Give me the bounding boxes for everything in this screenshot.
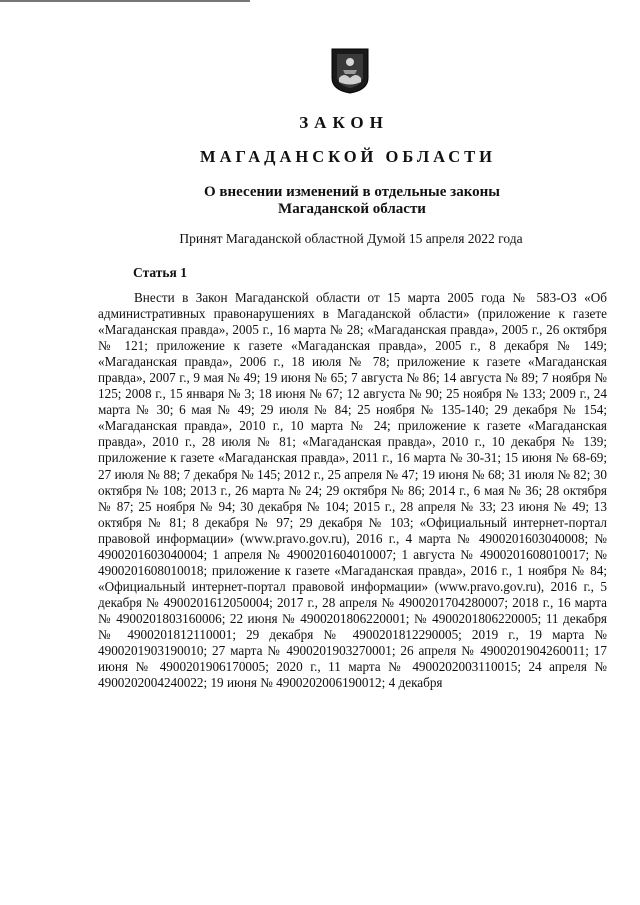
adoption-note: Принят Магаданской областной Думой 15 апреля 2022 года: [179, 231, 523, 246]
law-title: ЗАКОН: [299, 113, 389, 132]
article-body-text: Внести в Закон Магаданской области от 15 марта 2005 года № 583-ОЗ «Об административных правонарушениях в Магаданской области» (приложение к газете «Магаданская правда», 2005 г., 16 марта № 28; «Магаданская правда», 2005 г., 26 октября № 121; приложение к газете «Магаданская правда», 2005 г., 8 декабря № 149; «Магаданская правда», 2006 г., 18 июля № 78; приложение к газете «Магаданская правда», 2007 г., 9 мая № 49; 19 июня № 65; 7 августа № 86; 14 августа № 89; 7 ноября № 125; 2008 г., 15 января № 3; 18 июня № 67; 12 августа № 90; 25 ноября № 133; 2009 г., 24 марта № 30; 6 мая № 49; 29 июля № 84; 25 ноября № 135-140; 29 декабря № 154; «Магаданская правда», 2010 г., 10 марта № 24; приложение к газете «Магаданская правда», 2010 г., 28 июля № 81; «Магаданская правда», 2010 г., 10 декабря № 139; приложение к газете «Магаданская правда», 2011 г., 16 марта № 30-31; 15 июня № 68-69; 27 июля № 88; 7 декабря № 145; 2012 г., 25 апреля № 47; 19 июня № 68; 31 июля № 82; 30 октября № 108; 2013 г., 26 марта № 24; 29 октября № 86; 2014 г., 6 мая № 36; 28 октября № 87; 25 ноября № 94; 30 декабря № 104; 2015 г., 28 апреля № 33; 23 июня № 49; 13 октября № 81; 8 декабря № 97; 29 декабря № 103; «Официальный интернет-портал правовой информации» (www.pravo.gov.ru), 2016 г., 4 марта № 4900201603040008; № 4900201603040004; 1 апреля № 4900201604010007; 1 августа № 4900201608010017; № 4900201608010018; приложение к газете «Магаданская правда», 2016 г., 1 ноября № 84; «Официальный интернет-портал правовой информации» (www.pravo.gov.ru), 2016 г., 5 декабря № 4900201612050004; 2017 г., 28 апреля № 4900201704280007; 2018 г., 16 марта № 4900201803160006; 22 июня № 4900201806220001; № 4900201806220005; 11 декабря № 4900201812110001; 29 декабря № 4900201812290005; 2019 г., 19 марта № 4900201903190010; 27 марта № 4900201903270001; 26 апреля № 4900201904260011; 17 июня № 4900201906170005; 2020 г., 11 марта № 4900202003110015; 24 апреля № 4900202004240022; 19 июня № 4900202006190012; 4 декабря: [98, 290, 607, 691]
subtitle-line-1: О внесении изменений в отдельные законы: [204, 184, 500, 200]
article-heading: Статья 1: [133, 265, 187, 280]
document-subtitle: [0, 184, 640, 218]
subtitle-line-2: Магаданской области: [278, 201, 426, 217]
scan-edge-line: [0, 0, 250, 2]
coat-of-arms-icon: [331, 48, 369, 94]
region-title: МАГАДАНСКОЙ ОБЛАСТИ: [200, 147, 496, 166]
